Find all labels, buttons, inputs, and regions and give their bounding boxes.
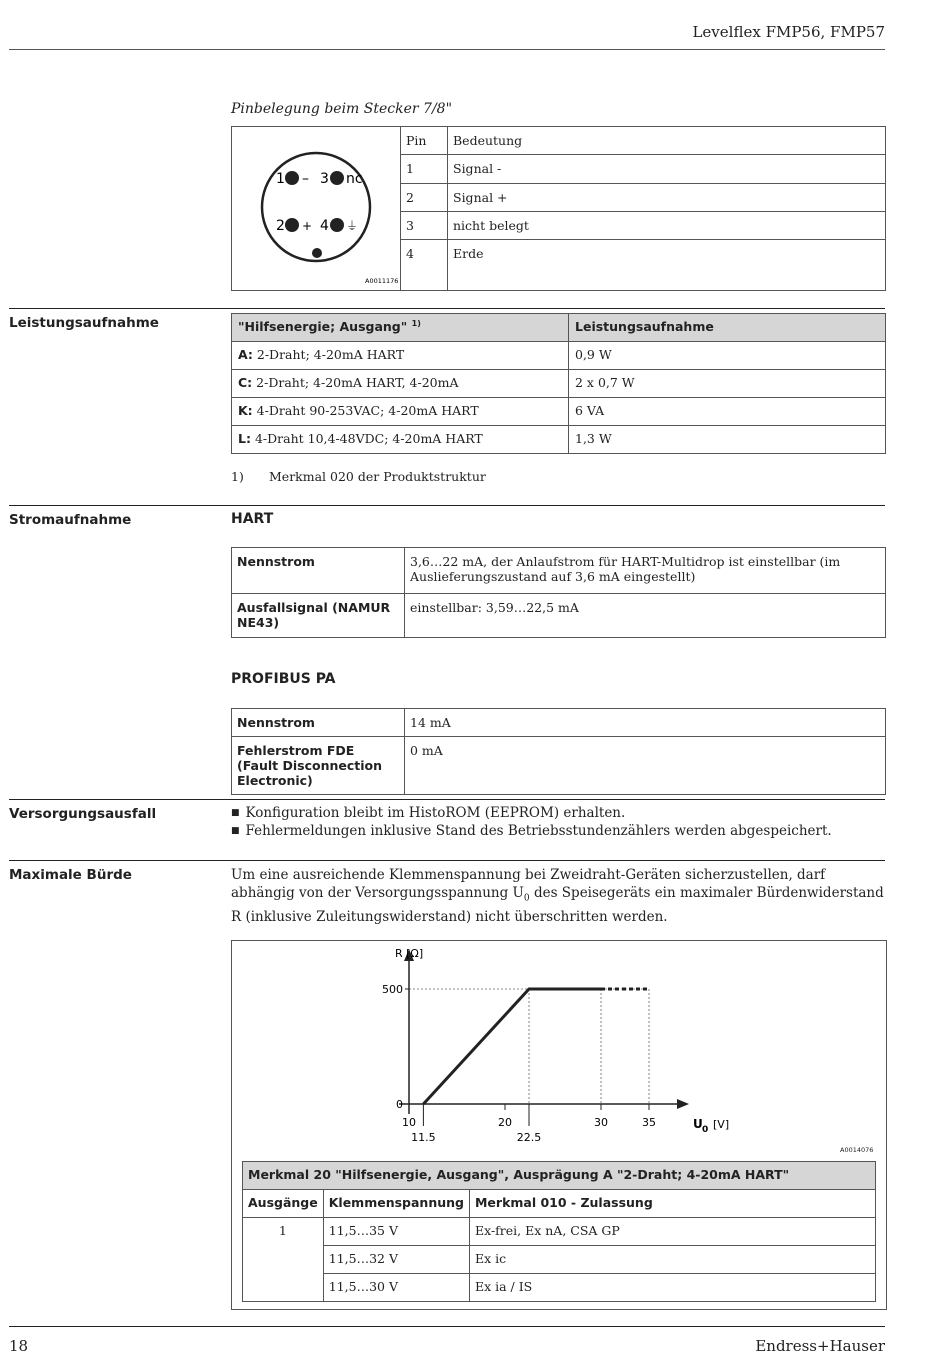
pin-number: 4 bbox=[401, 240, 448, 291]
option-code: K: bbox=[238, 403, 253, 418]
pin-number: 2 bbox=[401, 183, 448, 211]
hart-subtitle: HART bbox=[231, 511, 274, 527]
footnote-text: Merkmal 020 der Produktstruktur bbox=[269, 469, 486, 484]
power-value: 2 x 0,7 W bbox=[569, 370, 886, 398]
footer-rule bbox=[9, 1326, 885, 1327]
x-axis-label: U bbox=[693, 1117, 703, 1131]
y-axis-label: R [Ω] bbox=[395, 947, 424, 960]
row-key: Ausfallsignal (NAMUR NE43) bbox=[232, 594, 405, 638]
x-tick-label: 22.5 bbox=[516, 1131, 542, 1144]
power-col2-header: Leistungsaufnahme bbox=[569, 314, 886, 342]
x-tick-label: 30 bbox=[594, 1116, 608, 1129]
max-load-paragraph bbox=[231, 866, 891, 926]
power-value: 0,9 W bbox=[569, 342, 886, 370]
meaning-col-header: Bedeutung bbox=[448, 127, 886, 155]
connector-drawing bbox=[232, 127, 400, 290]
power-option bbox=[232, 370, 569, 398]
x-tick-label: 35 bbox=[642, 1116, 656, 1129]
table-row bbox=[243, 1246, 876, 1274]
option-desc: 4-Draht 90-253VAC; 4-20mA HART bbox=[252, 403, 479, 418]
pin-meaning: nicht belegt bbox=[448, 211, 886, 239]
page-number: 18 bbox=[9, 1337, 29, 1355]
power-consumption-table bbox=[231, 313, 886, 454]
paragraph-text: des Speisegeräts ein maximaler Bürdenwiderstand R (inklusive Zuleitungswiderstand) nicht überschritten werden. bbox=[231, 885, 884, 925]
paragraph-subscript: 0 bbox=[523, 893, 530, 904]
connector-drawing-cell bbox=[232, 127, 401, 291]
terminal-voltage: 11,5…35 V bbox=[323, 1218, 469, 1246]
power-option bbox=[232, 398, 569, 426]
x-tick-label: 20 bbox=[498, 1116, 512, 1129]
pin-number: 3 bbox=[401, 211, 448, 239]
series-line bbox=[423, 989, 601, 1104]
row-key: Nennstrom bbox=[232, 709, 405, 737]
feature-table-header-row bbox=[243, 1190, 876, 1218]
power-col1-header bbox=[232, 314, 569, 342]
power-value: 6 VA bbox=[569, 398, 886, 426]
table-row bbox=[232, 594, 886, 638]
ground-icon: ⏚ bbox=[346, 219, 359, 233]
document-header-title: Levelflex FMP56, FMP57 bbox=[692, 23, 885, 41]
table-row bbox=[243, 1218, 876, 1246]
x-axis-label-subscript: 0 bbox=[702, 1125, 709, 1135]
y-tick-label: 500 bbox=[382, 983, 403, 996]
feature-table-title-row bbox=[243, 1162, 876, 1190]
hart-current-table bbox=[231, 547, 886, 638]
load-chart bbox=[232, 941, 886, 1156]
chart-image-code: A0014076 bbox=[840, 1146, 874, 1154]
x-axis-arrow-icon bbox=[677, 1099, 689, 1109]
footnote-ref: 1) bbox=[411, 319, 421, 328]
power-option bbox=[232, 342, 569, 370]
bullet-item: ■ Konfiguration bleibt im HistoROM (EEPROM) erhalten. bbox=[231, 805, 625, 821]
section-rule bbox=[9, 308, 885, 309]
feature-table bbox=[242, 1161, 876, 1302]
section-rule bbox=[9, 505, 885, 506]
footnote-number: 1) bbox=[231, 469, 244, 484]
table-row bbox=[232, 709, 886, 737]
power-option bbox=[232, 426, 569, 454]
option-code: A: bbox=[238, 347, 253, 362]
row-value: einstellbar: 3,59…22,5 mA bbox=[405, 594, 886, 638]
bullet-item: ■ Fehlermeldungen inklusive Stand des Betriebsstundenzählers werden abgespeichert. bbox=[231, 823, 832, 839]
load-chart-box bbox=[231, 940, 887, 1310]
y-tick-label: 0 bbox=[396, 1098, 403, 1111]
col-approval: Merkmal 010 - Zulassung bbox=[469, 1190, 875, 1218]
profibus-subtitle: PROFIBUS PA bbox=[231, 671, 336, 687]
pin-4-label: 4 bbox=[320, 218, 329, 234]
row-value: 14 mA bbox=[405, 709, 886, 737]
terminal-voltage: 11,5…30 V bbox=[323, 1274, 469, 1302]
power-value: 1,3 W bbox=[569, 426, 886, 454]
paragraph-text: Um eine ausreichende Klemmenspannung bei Zweidraht-Geräten sicherzustellen, darf abhängig von der Versorgungsspannung U bbox=[231, 867, 826, 901]
pin-1-label: 1 bbox=[276, 171, 285, 187]
approval: Ex-frei, Ex nA, CSA GP bbox=[469, 1218, 875, 1246]
pin-2-label: 2 bbox=[276, 218, 285, 234]
section-title-max-load: Maximale Bürde bbox=[9, 867, 132, 883]
table-row bbox=[232, 426, 886, 454]
pin-meaning: Signal + bbox=[448, 183, 886, 211]
table-row bbox=[243, 1274, 876, 1302]
pin-col-header: Pin bbox=[401, 127, 448, 155]
approval: Ex ia / IS bbox=[469, 1274, 875, 1302]
section-title-power: Leistungsaufnahme bbox=[9, 315, 159, 331]
option-code: C: bbox=[238, 375, 253, 390]
section-rule bbox=[9, 860, 885, 861]
section-title-current: Stromaufnahme bbox=[9, 512, 132, 528]
approval: Ex ic bbox=[469, 1246, 875, 1274]
terminal-voltage: 11,5…32 V bbox=[323, 1246, 469, 1274]
output-count: 1 bbox=[243, 1218, 324, 1302]
header-rule bbox=[9, 49, 885, 50]
table-row bbox=[232, 548, 886, 594]
table-row bbox=[232, 370, 886, 398]
option-code: L: bbox=[238, 431, 251, 446]
pin-meaning: Erde bbox=[448, 240, 886, 291]
table-row bbox=[232, 737, 886, 795]
option-desc: 2-Draht; 4-20mA HART bbox=[252, 347, 405, 362]
brand-name: Endress+Hauser bbox=[755, 1337, 885, 1355]
section-rule bbox=[9, 799, 885, 800]
pin-image-code: A0011176 bbox=[365, 277, 399, 285]
profibus-current-table bbox=[231, 708, 886, 795]
pin-meaning: Signal - bbox=[448, 155, 886, 183]
x-tick-label: 11.5 bbox=[411, 1131, 436, 1144]
table-row bbox=[232, 398, 886, 426]
pin-caption: Pinbelegung beim Stecker 7/8" bbox=[231, 101, 453, 117]
row-value: 3,6…22 mA, der Anlaufstrom für HART-Multidrop ist einstellbar (im Auslieferungszustand auf 3,6 mA eingestellt) bbox=[405, 548, 886, 594]
section-title-supply-failure: Versorgungsausfall bbox=[9, 806, 157, 822]
row-key: Nennstrom bbox=[232, 548, 405, 594]
option-desc: 2-Draht; 4-20mA HART, 4-20mA bbox=[252, 375, 459, 390]
power-col1-label: "Hilfsenergie; Ausgang" bbox=[238, 319, 408, 335]
x-tick-label: 10 bbox=[402, 1116, 416, 1129]
row-key: Fehlerstrom FDE (Fault Disconnection Electronic) bbox=[232, 737, 405, 795]
pin-assignment-table bbox=[231, 126, 886, 291]
pin-3-sign: nc bbox=[346, 171, 363, 187]
option-desc: 4-Draht 10,4-48VDC; 4-20mA HART bbox=[250, 431, 483, 446]
pin-2-sign: + bbox=[302, 219, 313, 233]
pin-3-label: 3 bbox=[320, 171, 329, 187]
col-outputs: Ausgänge bbox=[243, 1190, 324, 1218]
pin-number: 1 bbox=[401, 155, 448, 183]
table-row bbox=[232, 342, 886, 370]
pin-1-sign: – bbox=[302, 171, 309, 187]
x-axis-unit: [V] bbox=[713, 1118, 730, 1131]
row-value: 0 mA bbox=[405, 737, 886, 795]
col-terminal-voltage: Klemmenspannung bbox=[323, 1190, 469, 1218]
feature-table-title: Merkmal 20 "Hilfsenergie, Ausgang", Ausprägung A "2-Draht; 4-20mA HART" bbox=[243, 1162, 876, 1190]
